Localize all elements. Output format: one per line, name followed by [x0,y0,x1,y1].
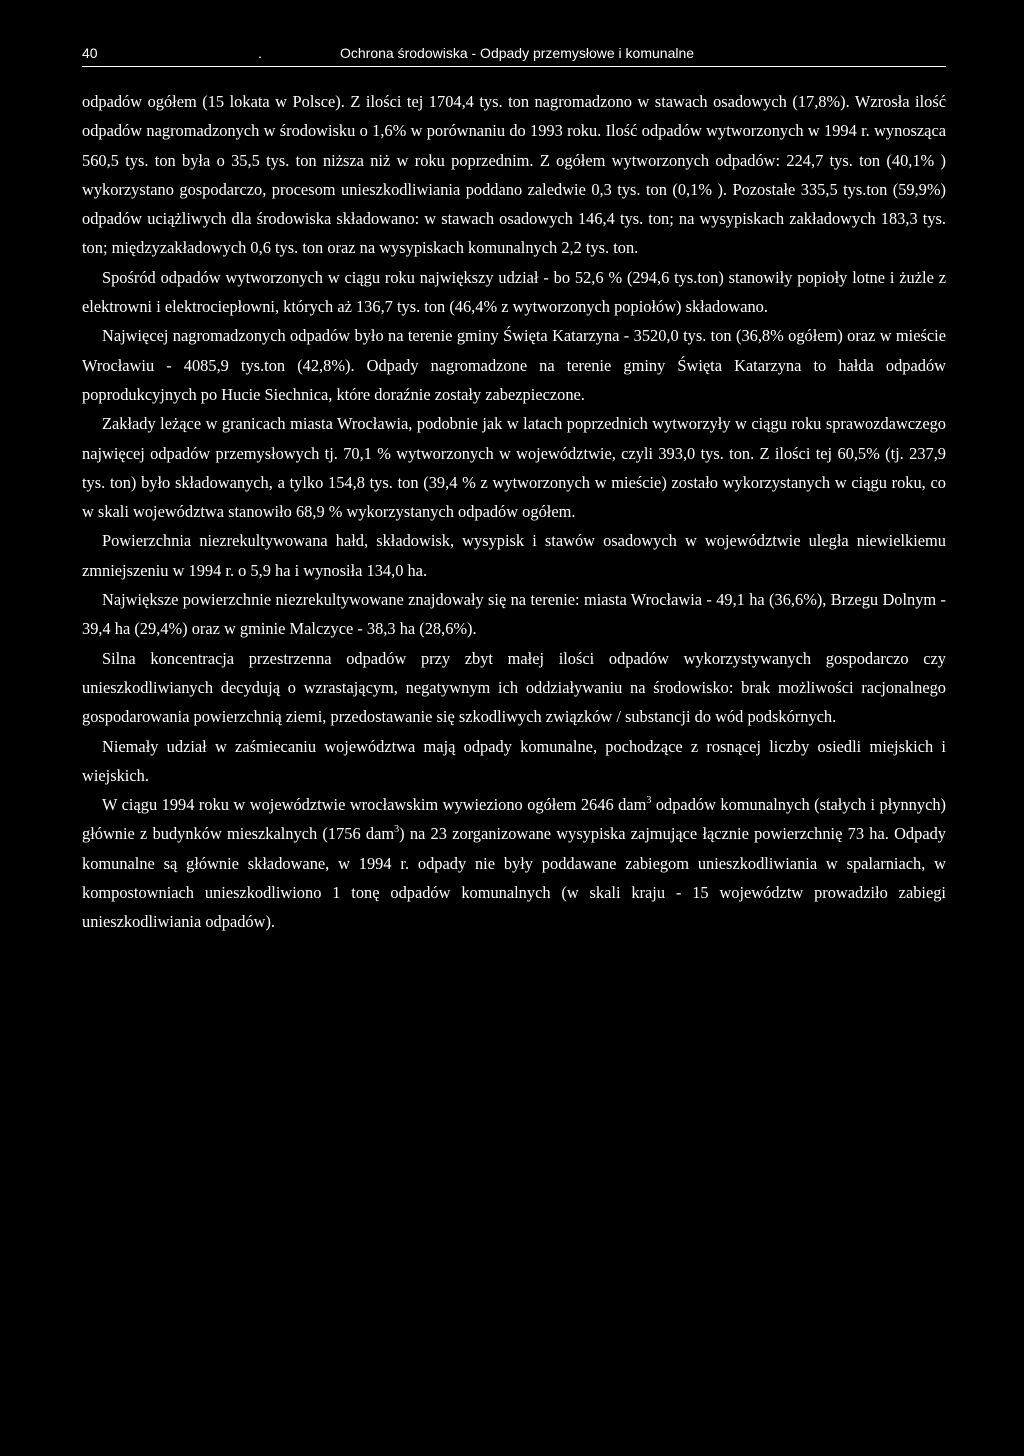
paragraph-municipal-waste: Niemały udział w zaśmiecaniu województwa mają odpady komunalne, pochodzące z rosnącej liczby osiedli miejskich i wiejskich. [82,736,946,785]
paragraph-continued: odpadów ogółem (15 lokata w Polsce). Z ilości tej 1704,4 tys. ton nagromadzono w stawach osadowych (17,8%). Wzrosła ilość odpadów nagromadzonych w środowisku o 1,6% w porównaniu do 1993 roku. Ilość odpadów wytworzonych w 1994 r. wynosząca 560,5 tys. ton była o 35,5 tys. ton niższa niż w roku poprzednim. Z ogółem wytworzonych odpadów: 224,7 tys. ton (40,1% ) wykorzystano gospodarczo, procesom unieszkodliwiania poddano zaledwie 0,3 tys. ton (0,1% ). Pozostałe 335,5 tys.ton (59,9%) odpadów uciążliwych dla środowiska składowano: w stawach osadowych 146,4 tys. ton; na wysypiskach zakładowych 183,3 tys. ton; międzyzakładowych 0,6 tys. ton oraz na wysypiskach komunalnych 2,2 tys. ton. [82,92,946,258]
collection-text-1: W ciągu 1994 roku w województwie wrocławskim wywieziono ogółem 2646 dam [102,795,647,815]
superscript-cubed-2: 3 [394,824,400,836]
paragraph-ash-share: Spośród odpadów wytworzonych w ciągu roku największy udział - bo 52,6 % (294,6 tys.ton) stanowiły popioły lotne i żużle z elektrowni i elektrociepłowni, których aż 136,7 tys. ton (46,4% z wytworzonych popiołów) składowano. [82,267,946,317]
document-page [82,44,946,937]
superscript-cubed-1: 3 [646,795,652,807]
paragraph-collection-1994 [82,790,946,936]
header-dot: . [258,45,262,61]
paragraph-unreclaimed-area: Powierzchnia niezrekultywowana hałd, składowisk, wysypisk i stawów osadowych w województwie uległa niewielkiemu zmniejszeniu w 1994 r. o 5,9 ha i wynosiła 134,0 ha. [82,531,946,580]
paragraph-accumulated-waste: Najwięcej nagromadzonych odpadów było na terenie gminy Święta Katarzyna - 3520,0 tys. ton (36,8% ogółem) oraz w mieście Wrocławiu - 4085,9 tys.ton (42,8%). Odpady nagromadzone na terenie gminy Święta Katarzyna to hałda odpadów poprodukcyjnych po Hucie Siechnica, które doraźnie zostały zabezpieczone. [82,326,946,404]
collection-text-3: ) na 23 zorganizowane wysypiska zajmujące łącznie powierzchnię 73 ha. Odpady komunalne są głównie składowane, w 1994 r. odpady nie były poddawane zabiegom unieszkodliwiania w spalarniach, w kompostowniach unieszkodliwiono 1 tonę odpadów komunalnych (w skali kraju - 15 województw prowadziło zabiegi unieszkodliwiania odpadów). [82,824,946,932]
paragraph-largest-areas: Największe powierzchnie niezrekultywowane znajdowały się na terenie: miasta Wrocławia - 49,1 ha (36,6%), Brzegu Dolnym - 39,4 ha (29,4%) oraz w gminie Malczyce - 38,3 ha (28,6%). [82,590,946,639]
running-title: Ochrona środowiska - Odpady przemysłowe i komunalne [340,45,695,61]
body-text [82,87,946,937]
paragraph-concentration: Silna koncentracja przestrzenna odpadów przy zbyt małej ilości odpadów wykorzystywanych gospodarczo czy unieszkodliwianych decydują o wzrastającym, negatywnym ich oddziaływaniu na środowisko: brak możliwości racjonalnego gospodarowania powierzchnią ziemi, przedostawanie się szkodliwych związków / substancji do wód podskórnych. [82,648,946,727]
page-number: 40 [82,45,98,61]
paragraph-wroclaw-plants: Zakłady leżące w granicach miasta Wrocławia, podobnie jak w latach poprzednich wytworzyły w ciągu roku sprawozdawczego najwięcej odpadów przemysłowych tj. 70,1 % wytworzonych w województwie, czyli 393,0 tys. ton. Z ilości tej 60,5% (tj. 237,9 tys. ton) było składowanych, a tylko 154,8 tys. ton (39,4 % z wytworzonych w mieście) zostało wykorzystanych w ciągu roku, co w skali województwa stanowiło 68,9 % wykorzystanych odpadów ogółem. [82,414,946,522]
page-header [82,44,946,67]
collection-text-2: odpadów komunalnych (stałych i płynnych) głównie z budynków mieszkalnych (1756 dam [82,795,946,844]
